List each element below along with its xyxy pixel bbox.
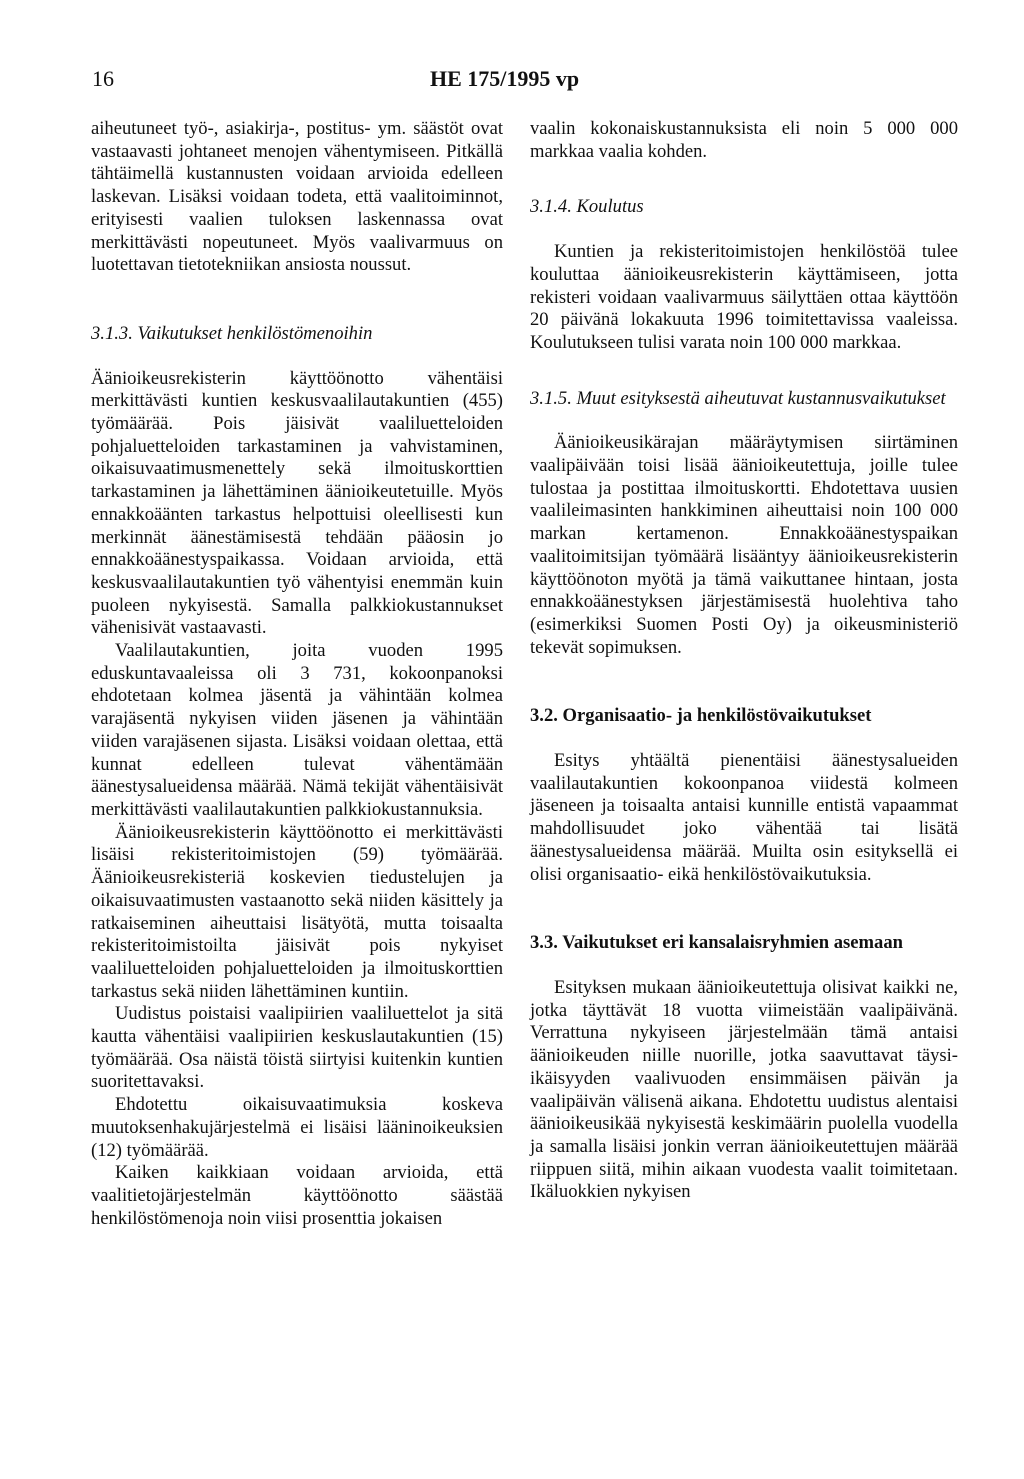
paragraph: vaalin kokonaiskustannuksista eli noin 5 000 000 markkaa vaalia kohden.	[530, 118, 958, 162]
section-heading-3-2: 3.2. Organisaatio- ja henkilöstövaikutukset	[530, 705, 872, 727]
document-id: HE 175/1995 vp	[430, 66, 580, 91]
left-column	[91, 118, 503, 1230]
paragraph: Esitys yhtäältä pienentäisi äänestysalueiden vaalilautakuntien kokoonpanoa viidestä kolmeen jäseneen ja toisaalta antaisi kunnille entistä vapaammat mahdollisuudet joko vähentää tai lisätä äänestysalueidensa määrää. Muilta osin esityksellä ei olisi organisaatio- eikä henkilöstövaikutuksia.	[530, 750, 958, 885]
paragraph: Äänioikeusrekisterin käyttöönotto vähentäisi merkittävästi kuntien keskusvaalilautakuntien (455) työmäärää. Pois jäisivät vaaliluetteloiden pohjaluetteloiden tarkastaminen ja vahvistaminen, oikaisuvaatimusmenettely sekä ilmoituskorttien tarkastaminen ja lähettäminen äänioikeutetuille. Myös ennakkoäänten tarkastus helpottuisi oleellisesti kun merkinnät äänestämisestä tehdään pääosin jo ennakkoäänestyspaikassa. Voidaan arvioida, että keskusvaalilautakuntien työ vähentyisi enemmän kuin puoleen nykyisestä. Samalla palkkiokustannukset vähenisivät vastaavasti.	[91, 367, 503, 639]
paragraph: Vaalilautakuntien, joita vuoden 1995 eduskuntavaaleissa oli 3 731, kokoonpanoksi ehdotetaan kolmea jäsentä ja vähintään kolmea varajäsentä nykyisen viiden jäsenen ja vähintään viiden varajäsenen sijasta. Lisäksi voidaan olettaa, että kunnat edelleen tulevat vähentämään äänestysalueidensa määrää. Nämä tekijät vähentäisivät merkittävästi vaalilautakuntien palkkiokustannuksia.	[91, 640, 503, 820]
page-header	[92, 66, 972, 96]
section-heading-3-3: 3.3. Vaikutukset eri kansalaisryhmien asemaan	[530, 932, 903, 954]
paragraph: Esityksen mukaan äänioikeutettuja olisivat kaikki ne, jotka täyttävät 18 vuotta viimeistään vaalipäivänä. Verrattuna nykyiseen järjestelmään tämä antaisi äänioikeuden niille nuorille, jotka saavuttavat täysi-ikäisyyden vaalivuoden ensimmäisen päivän ja vaalipäivän välisenä aikana. Ehdotettu uudistus alentaisi äänioikeusikää nykyisestä keskimäärin puolella vuodella ja samalla lisäisi jonkin verran äänioikeutettujen määrää riippuen siitä, mihin aikaan vuodesta vaalit toimitetaan. Ikäluokkien nykyisen	[530, 976, 958, 1203]
paragraph: Kuntien ja rekisteritoimistojen henkilöstöä tulee kouluttaa äänioikeusrekisterin käyttämiseen, jotta rekisteri voidaan vaalivarmuus säilyttäen ottaa käyttöön 20 päivänä lokakuuta 1996 toimitettavissa vaaleissa. Koulutukseen tulisi varata noin 100 000 markkaa.	[530, 241, 958, 353]
right-column	[530, 118, 958, 1204]
section-heading-3-1-4: 3.1.4. Koulutus	[530, 196, 644, 218]
paragraph: Uudistus poistaisi vaalipiirien vaaliluettelot ja sitä kautta vähentäisi vaalipiirien keskuslautakuntien (15) työmäärää. Osa näistä töistä siirtyisi kuitenkin kuntien suoritettavaksi.	[91, 1003, 503, 1093]
paragraph: Kaiken kaikkiaan voidaan arvioida, että vaalitietojärjestelmän käyttöönotto säästää henkilöstömenoja noin viisi prosenttia jokaisen	[91, 1162, 503, 1229]
paragraph: aiheutuneet työ-, asiakirja-, postitus- ym. säästöt ovat vastaavasti johtaneet menojen vähentymiseen. Pitkällä tähtäimellä kustannusten voidaan arvioida edelleen laskevan. Lisäksi voidaan todeta, että vaalitoiminnot, erityisesti vaalien tuloksen laskennassa ovat merkittävästi nopeutuneet. Myös vaalivarmuus on luotettavan tietotekniikan ansiosta noussut.	[91, 118, 503, 276]
paragraph: Äänioikeusrekisterin käyttöönotto ei merkittävästi lisäisi rekisteritoimistojen (59) työmäärää. Äänioikeusrekisteriä koskevien tiedustelujen ja oikaisuvaatimusten vastaanotto sekä niiden käsittely ja ratkaiseminen aiheuttaisi lisätyötä, mutta toisaalta rekisteritoimistoilta jäisivät pois nykyiset vaaliluetteloiden pohjaluetteloiden ja ilmoituskorttien tarkastus sekä niiden lähettäminen kuntiin.	[91, 821, 503, 1002]
paragraph: Ehdotettu oikaisuvaatimuksia koskeva muutoksenhakujärjestelmä ei lisäisi lääninoikeuksien (12) työmäärää.	[91, 1094, 503, 1161]
paragraph: Äänioikeusikärajan määräytymisen siirtäminen vaalipäivään toisi lisää äänioikeutettuja, joille tulee tulostaa ja postittaa ilmoituskortti. Ehdotettava uusien vaalileimasinten hankkiminen aiheuttaisi noin 100 000 markan kertamenon. Ennakkoäänestyspaikan vaalitoimitsijan työmäärä lisääntyy äänioikeusrekisterin käyttöönoton myötä ja tämä vaikuttanee hintaan, josta ennakkoäänestyksen järjestämisestä huolehtiva taho (esimerkiksi Suomen Posti Oy) ja oikeusministeriö tekevät sopimuksen.	[530, 432, 958, 658]
section-heading-3-1-3: 3.1.3. Vaikutukset henkilöstömenoihin	[91, 322, 373, 344]
page-number: 16	[92, 66, 114, 91]
section-heading-3-1-5: 3.1.5. Muut esityksestä aiheutuvat kustannusvaikutukset	[530, 387, 946, 409]
